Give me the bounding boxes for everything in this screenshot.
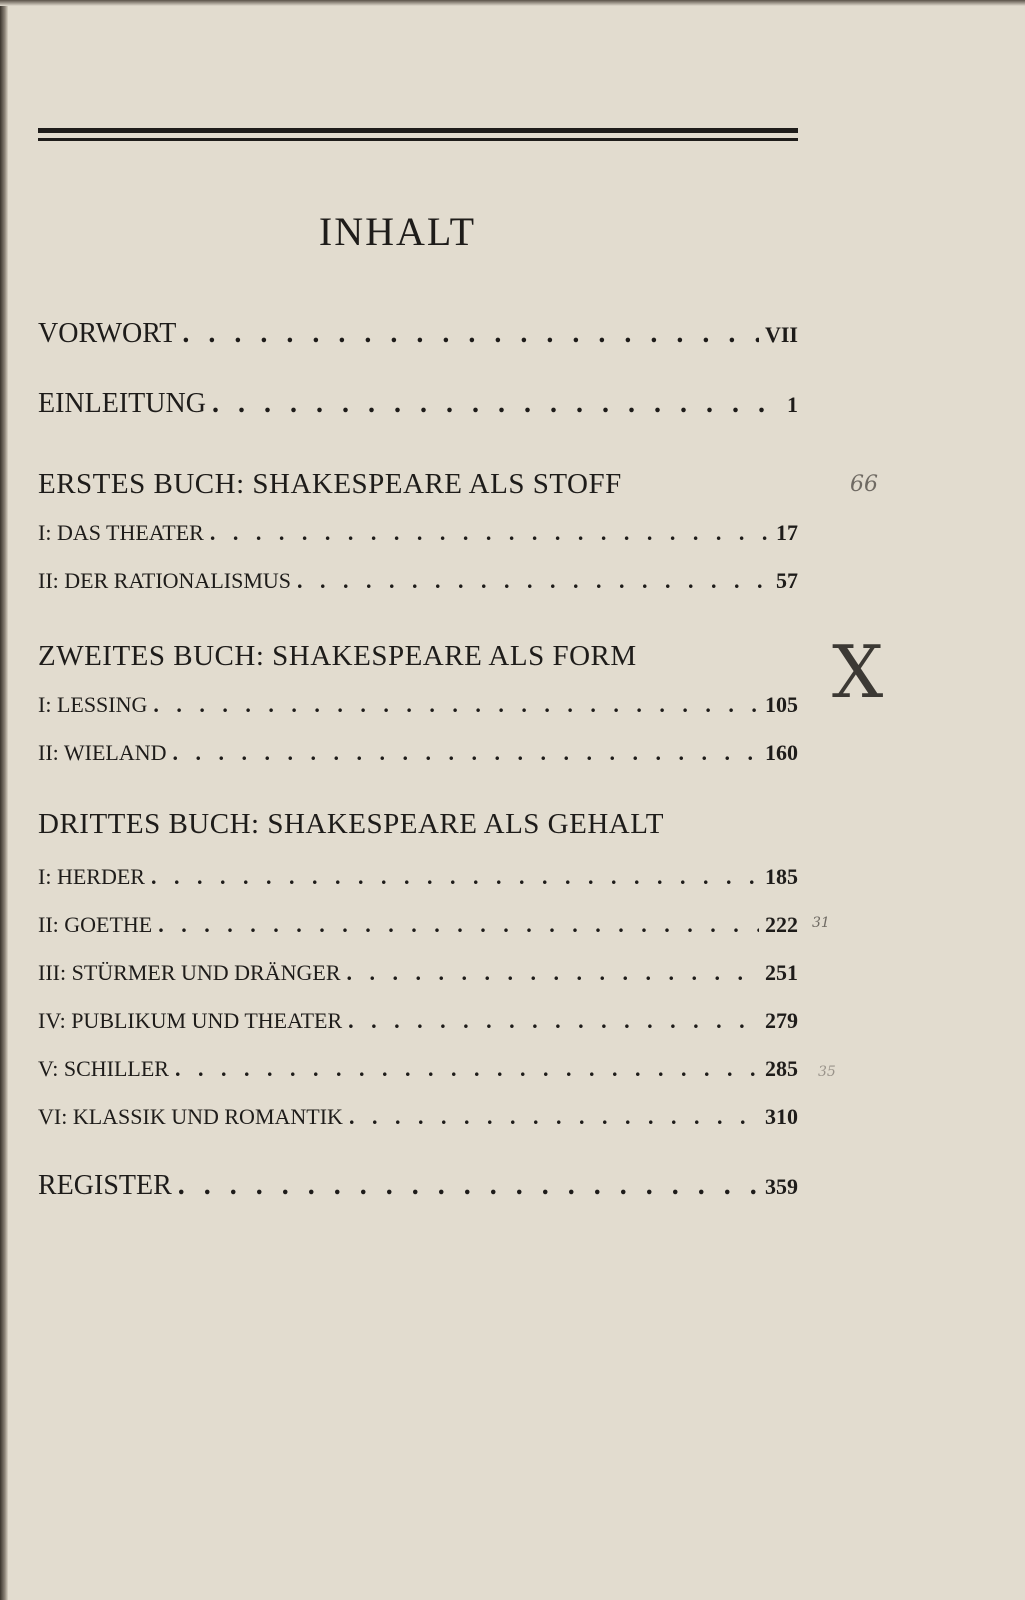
entry-label: REGISTER bbox=[38, 1170, 172, 1201]
entry-label: II: GOETHE bbox=[38, 912, 153, 937]
entry-label: VORWORT bbox=[38, 318, 177, 349]
pencil-annotation: 35 bbox=[818, 1064, 836, 1080]
dot-leader bbox=[173, 740, 760, 766]
entry-page: VII bbox=[764, 322, 798, 347]
entry-label: IV: PUBLIKUM UND THEATER bbox=[38, 1008, 343, 1033]
entry-label: I: HERDER bbox=[38, 864, 145, 889]
page-title: INHALT bbox=[318, 209, 477, 254]
toc-entry bbox=[38, 740, 798, 766]
entry-page: 251 bbox=[765, 960, 798, 985]
dot-leader bbox=[347, 960, 760, 986]
dot-leader bbox=[153, 692, 759, 718]
entry-label: V: SCHILLER bbox=[38, 1056, 169, 1081]
book-heading-2: ZWEITES BUCH: SHAKESPEARE ALS FORM bbox=[38, 640, 637, 672]
toc-entry bbox=[38, 520, 798, 546]
page-top-edge bbox=[0, 0, 1025, 6]
pencil-annotation: 31 bbox=[812, 915, 830, 931]
dot-leader bbox=[349, 1104, 759, 1130]
entry-label: EINLEITUNG bbox=[38, 388, 206, 419]
entry-label: II: DER RATIONALISMUS bbox=[38, 568, 291, 593]
toc-entry bbox=[38, 1008, 798, 1034]
toc-entry bbox=[38, 1056, 798, 1082]
dot-leader bbox=[151, 864, 759, 890]
entry-page: 359 bbox=[765, 1174, 798, 1199]
toc-entry bbox=[38, 692, 798, 718]
toc-entry bbox=[38, 912, 798, 938]
book-heading-3: DRITTES BUCH: SHAKESPEARE ALS GEHALT bbox=[38, 808, 664, 840]
header-rule-thick bbox=[38, 128, 798, 133]
header-rule-thin bbox=[38, 138, 798, 141]
entry-label: VI: KLASSIK UND ROMANTIK bbox=[38, 1104, 343, 1129]
book-heading-1: ERSTES BUCH: SHAKESPEARE ALS STOFF bbox=[38, 468, 622, 500]
toc-entry bbox=[38, 1104, 798, 1130]
dot-leader bbox=[212, 388, 781, 420]
dot-leader bbox=[175, 1056, 759, 1082]
entry-page: 185 bbox=[765, 864, 798, 889]
dot-leader bbox=[348, 1008, 759, 1034]
dot-leader bbox=[210, 520, 770, 546]
entry-label: III: STÜRMER UND DRÄNGER bbox=[38, 960, 341, 985]
toc-entry-einleitung bbox=[38, 388, 798, 420]
entry-page: 310 bbox=[765, 1104, 798, 1129]
entry-label: I: DAS THEATER bbox=[38, 520, 204, 545]
dot-leader bbox=[178, 1170, 759, 1202]
dot-leader bbox=[297, 568, 770, 594]
toc-entry bbox=[38, 568, 798, 594]
dot-leader bbox=[158, 912, 759, 938]
pencil-x-mark: X bbox=[832, 630, 884, 714]
entry-label: II: WIELAND bbox=[38, 740, 167, 765]
entry-page: 17 bbox=[776, 520, 798, 545]
toc-entry-register bbox=[38, 1170, 798, 1202]
toc-entry-vorwort bbox=[38, 318, 798, 350]
entry-page: 222 bbox=[765, 912, 798, 937]
entry-page: 57 bbox=[776, 568, 798, 593]
dot-leader bbox=[182, 318, 759, 350]
toc-entry bbox=[38, 864, 798, 890]
entry-page: 285 bbox=[765, 1056, 798, 1081]
entry-page: 1 bbox=[787, 392, 798, 417]
pencil-annotation: 66 bbox=[850, 472, 878, 497]
toc-entry bbox=[38, 960, 798, 986]
entry-label: I: LESSING bbox=[38, 692, 148, 717]
entry-page: 160 bbox=[765, 740, 798, 765]
entry-page: 279 bbox=[765, 1008, 798, 1033]
entry-page: 105 bbox=[765, 692, 798, 717]
